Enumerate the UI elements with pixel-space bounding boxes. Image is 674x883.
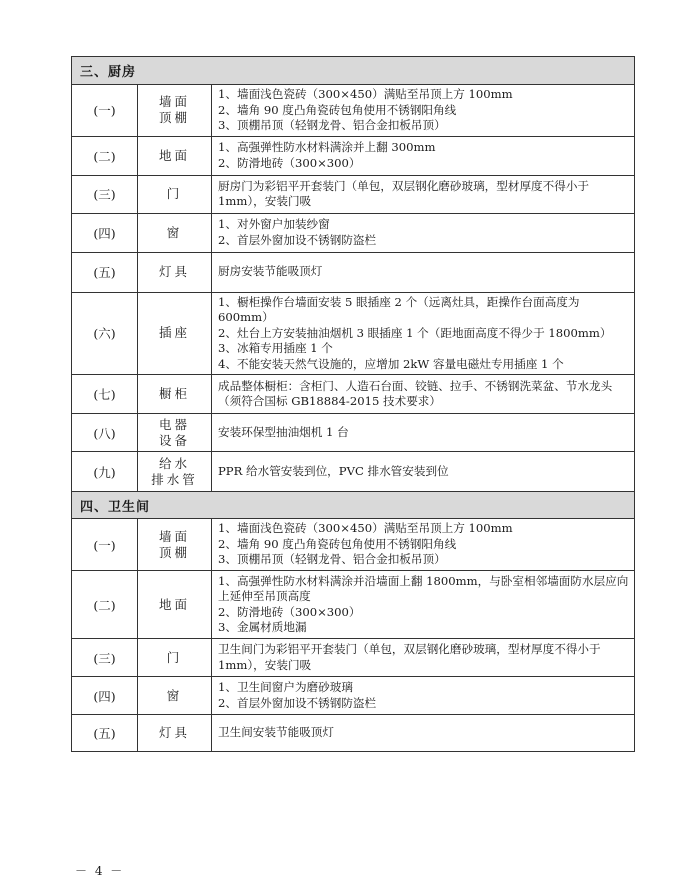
- row-number: (二): [72, 136, 138, 175]
- row-number: (九): [72, 452, 138, 492]
- specification-table: [71, 56, 635, 752]
- table-row: [72, 452, 635, 492]
- description-line: 3、顶棚吊顶（轻钢龙骨、铝合金扣板吊顶）: [218, 552, 446, 567]
- row-number: (七): [72, 375, 138, 414]
- row-item-name: [138, 136, 212, 175]
- row-item-name: [138, 715, 212, 752]
- row-number: (二): [72, 571, 138, 639]
- description-line: 卫生间安装节能吸顶灯: [218, 725, 334, 740]
- description-line: 2、灶台上方安装抽油烟机 3 眼插座 1 个（距地面高度不得少于 1800mm）: [218, 325, 612, 340]
- description-line: 安装环保型抽油烟机 1 台: [218, 424, 349, 439]
- item-name-line: 灯具: [158, 264, 190, 279]
- row-description: [212, 175, 635, 213]
- item-name-line: 门: [166, 186, 183, 201]
- row-item-name: [138, 213, 212, 252]
- description-line: 2、防滑地砖（300×300）: [218, 155, 361, 170]
- row-number: (三): [72, 639, 138, 677]
- row-item-name: [138, 519, 212, 571]
- description-line: 2、墙角 90 度凸角瓷砖包角使用不锈钢阳角线: [218, 536, 457, 551]
- table-row: [72, 414, 635, 452]
- table-row: [72, 639, 635, 677]
- row-description: [212, 375, 635, 414]
- item-name-line: 门: [166, 649, 183, 665]
- description-line: PPR 给水管安装到位，PVC 排水管安装到位: [218, 463, 449, 478]
- row-item-name: [138, 571, 212, 639]
- row-description: [212, 715, 635, 752]
- row-number: (六): [72, 292, 138, 375]
- row-number: (三): [72, 175, 138, 213]
- row-item-name: [138, 85, 212, 137]
- description-line: 3、金属材质地漏: [218, 620, 307, 634]
- page-number: － 4 －: [75, 864, 125, 878]
- row-description: [212, 452, 635, 492]
- row-description: [212, 414, 635, 452]
- description-line: 厨房门为彩铝平开套装门（单包，双层钢化磨砂玻璃，型材厚度不得小于 1mm），安装门吸: [218, 178, 590, 208]
- table-row: [72, 85, 635, 137]
- row-item-name: [138, 252, 212, 292]
- description-line: 1、墙面浅色瓷砖（300×450）满贴至吊顶上方 100mm: [218, 521, 513, 536]
- description-line: 3、顶棚吊顶（轻钢龙骨、铝合金扣板吊顶）: [218, 118, 446, 132]
- description-line: 1、橱柜操作台墙面安装 5 眼插座 2 个（远离灶具，距操作台面高度为 600mm）: [218, 294, 580, 324]
- description-line: 1、高强弹性防水材料满涂并上翻 300mm: [218, 140, 436, 154]
- description-line: 4、不能安装天然气设施的，应增加 2kW 容量电磁灶专用插座 1 个: [218, 356, 564, 371]
- row-description: [212, 136, 635, 175]
- row-description: [212, 85, 635, 137]
- description-line: 厨房安装节能吸顶灯: [218, 264, 323, 279]
- table-row: [72, 175, 635, 213]
- row-number: (八): [72, 414, 138, 452]
- description-line: 3、冰箱专用插座 1 个: [218, 341, 333, 355]
- item-name-line: 窗: [166, 687, 183, 703]
- row-item-name: [138, 639, 212, 677]
- description-line: 2、墙角 90 度凸角瓷砖包角使用不锈钢阳角线: [218, 102, 457, 117]
- table-row: [72, 252, 635, 292]
- section-title: 四、卫生间: [72, 492, 635, 519]
- description-line: 2、防滑地砖（300×300）: [218, 604, 361, 619]
- item-name-line: 墙面: [158, 528, 190, 544]
- row-description: [212, 252, 635, 292]
- row-number: (五): [72, 715, 138, 752]
- item-name-line: 橱柜: [158, 386, 190, 401]
- table-row: [72, 571, 635, 639]
- description-line: 1、对外窗户加装纱窗: [218, 217, 330, 231]
- row-item-name: [138, 414, 212, 452]
- item-name-line: 插座: [158, 325, 190, 341]
- item-name-line: 墙面: [158, 94, 190, 110]
- description-line: 2、首层外窗加设不锈钢防盗栏: [218, 232, 377, 247]
- section-header-row: [72, 57, 635, 85]
- item-name-line: 设备: [158, 432, 190, 448]
- table-row: [72, 213, 635, 252]
- row-description: [212, 292, 635, 375]
- row-item-name: [138, 677, 212, 715]
- row-item-name: [138, 375, 212, 414]
- row-item-name: [138, 175, 212, 213]
- description-line: 1、卫生间窗户为磨砂玻璃: [218, 680, 353, 694]
- section-title: 三、厨房: [72, 57, 635, 85]
- row-number: (一): [72, 519, 138, 571]
- item-name-line: 给水: [158, 455, 190, 471]
- table-row: [72, 677, 635, 715]
- row-description: [212, 213, 635, 252]
- row-item-name: [138, 452, 212, 492]
- item-name-line: 窗: [166, 224, 183, 240]
- description-line: 卫生间门为彩铝平开套装门（单包，双层钢化磨砂玻璃，型材厚度不得小于 1mm），安装门吸: [218, 642, 601, 672]
- item-name-line: 顶棚: [158, 110, 190, 126]
- section-header-row: [72, 492, 635, 519]
- row-number: (四): [72, 213, 138, 252]
- table-row: [72, 715, 635, 752]
- row-number: (一): [72, 85, 138, 137]
- row-description: [212, 639, 635, 677]
- document-sheet: [71, 56, 634, 752]
- item-name-line: 顶棚: [158, 544, 190, 560]
- item-name-line: 排水管: [151, 471, 198, 487]
- item-name-line: 电器: [158, 416, 190, 432]
- description-line: 1、墙面浅色瓷砖（300×450）满贴至吊顶上方 100mm: [218, 87, 513, 101]
- table-row: [72, 136, 635, 175]
- row-number: (四): [72, 677, 138, 715]
- row-description: [212, 571, 635, 639]
- table-row: [72, 375, 635, 414]
- row-description: [212, 677, 635, 715]
- description-line: 2、首层外窗加设不锈钢防盗栏: [218, 695, 377, 710]
- table-row: [72, 519, 635, 571]
- row-description: [212, 519, 635, 571]
- row-number: (五): [72, 252, 138, 292]
- row-item-name: [138, 292, 212, 375]
- description-line: 成品整体橱柜：含柜门、人造石台面、铰链、拉手、不锈钢洗菜盆、节水龙头（须符合国标 GB18884-2015 技术要求）: [218, 378, 613, 408]
- item-name-line: 地面: [158, 147, 190, 163]
- description-line: 1、高强弹性防水材料满涂并沿墙面上翻 1800mm，与卧室相邻墙面防水层应向上延伸至吊顶高度: [218, 573, 629, 603]
- item-name-line: 灯具: [158, 725, 190, 740]
- table-row: [72, 292, 635, 375]
- item-name-line: 地面: [158, 596, 190, 612]
